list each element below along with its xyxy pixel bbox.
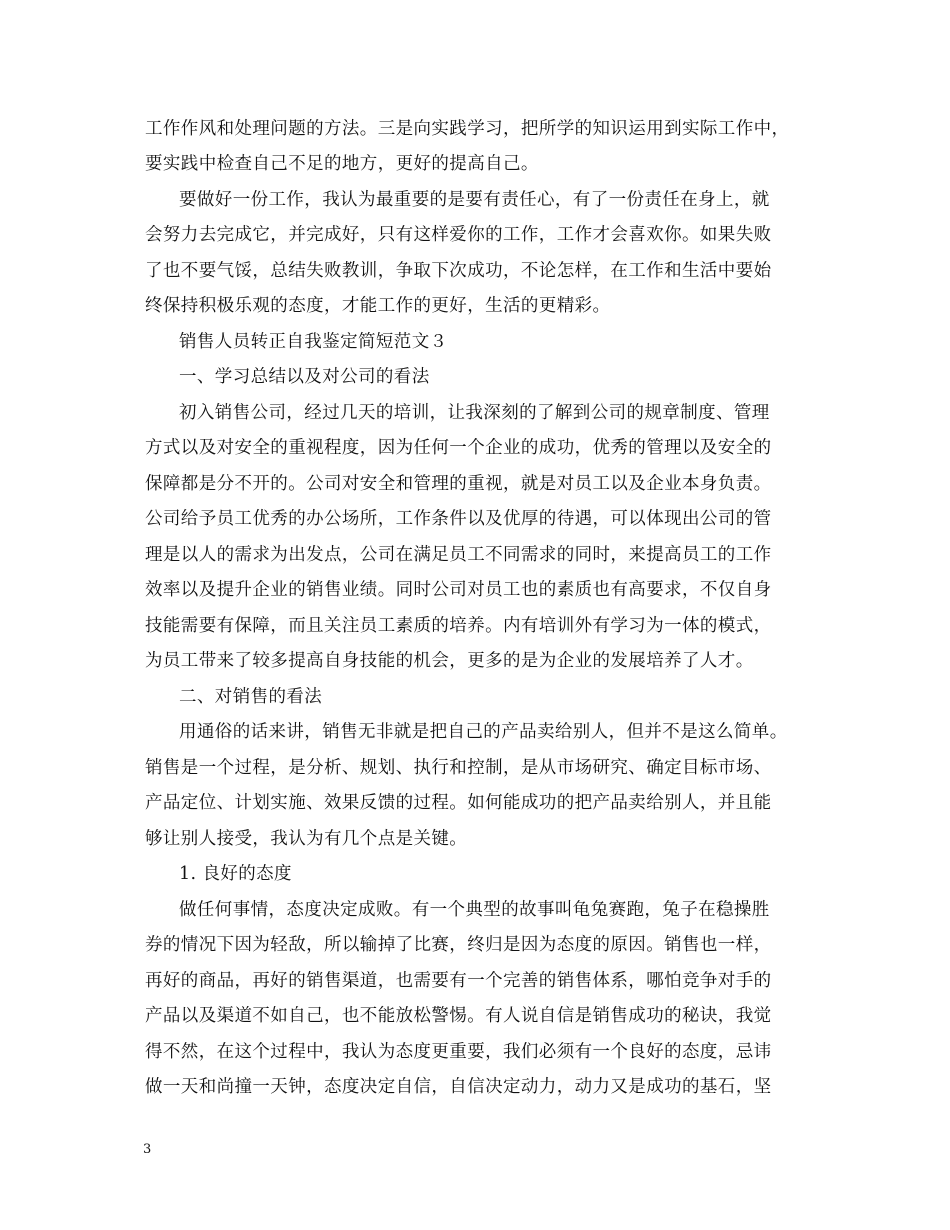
text-line: 保障都是分不开的。公司对安全和管理的重视，就是对员工以及企业本身负责。 xyxy=(145,474,772,494)
subsection-heading: 1. 良好的态度 xyxy=(179,864,292,884)
text-line: 得不然，在这个过程中，我认为态度更重要，我们必须有一个良好的态度，忌讳 xyxy=(145,1042,772,1062)
text-line: 理是以人的需求为出发点，公司在满足员工不同需求的同时，来提高员工的工作 xyxy=(145,545,772,565)
text-line: 要做好一份工作，我认为最重要的是要有责任心，有了一份责任在身上，就 xyxy=(179,190,770,210)
text-line: 效率以及提升企业的销售业绩。同时公司对员工也的素质也有高要求，不仅自身 xyxy=(145,580,772,600)
section-heading: 一、学习总结以及对公司的看法 xyxy=(179,367,430,387)
text-line: 终保持积极乐观的态度，才能工作的更好，生活的更精彩。 xyxy=(145,296,611,316)
text-line: 做一天和尚撞一天钟，态度决定自信，自信决定动力，动力又是成功的基石，坚 xyxy=(145,1077,772,1097)
section-heading: 销售人员转正自我鉴定简短范文３ xyxy=(179,332,448,352)
text-line: 初入销售公司，经过几天的培训，让我深刻的了解到公司的规章制度、管理 xyxy=(179,403,770,423)
text-line: 券的情况下因为轻敌，所以输掉了比赛，终归是因为态度的原因。销售也一样， xyxy=(145,935,772,955)
text-line: 做任何事情，态度决定成败。有一个典型的故事叫龟兔赛跑，兔子在稳操胜 xyxy=(179,900,770,920)
text-line: 会努力去完成它，并完成好，只有这样爱你的工作，工作才会喜欢你。如果失败 xyxy=(145,225,772,245)
text-line: 产品定位、计划实施、效果反馈的过程。如何能成功的把产品卖给别人，并且能 xyxy=(145,793,772,813)
text-line: 工作作风和处理问题的方法。三是向实践学习，把所学的知识运用到实际工作中， xyxy=(145,119,790,139)
text-line: 方式以及对安全的重视程度，因为任何一个企业的成功，优秀的管理以及安全的 xyxy=(145,438,772,458)
text-line: 技能需要有保障，而且关注员工素质的培养。内有培训外有学习为一体的模式， xyxy=(145,616,772,636)
text-line: 了也不要气馁，总结失败教训，争取下次成功，不论怎样，在工作和生活中要始 xyxy=(145,261,772,281)
text-line: 要实践中检查自己不足的地方，更好的提高自己。 xyxy=(145,154,539,174)
text-line: 公司给予员工优秀的办公场所，工作条件以及优厚的待遇，可以体现出公司的管 xyxy=(145,509,772,529)
text-line: 产品以及渠道不如自己，也不能放松警惕。有人说自信是销售成功的秘诀，我觉 xyxy=(145,1006,772,1026)
text-line: 再好的商品，再好的销售渠道，也需要有一个完善的销售体系，哪怕竞争对手的 xyxy=(145,971,772,991)
page-number: 3 xyxy=(143,1142,152,1157)
text-line: 够让别人接受，我认为有几个点是关键。 xyxy=(145,829,468,849)
section-heading: 二、对销售的看法 xyxy=(179,687,323,707)
text-line: 用通俗的话来讲，销售无非就是把自己的产品卖给别人，但并不是这么简单。 xyxy=(179,722,788,742)
text-line: 销售是一个过程，是分析、规划、执行和控制，是从市场研究、确定目标市场、 xyxy=(145,758,772,778)
text-line: 为员工带来了较多提高自身技能的机会，更多的是为企业的发展培养了人才。 xyxy=(145,651,754,671)
